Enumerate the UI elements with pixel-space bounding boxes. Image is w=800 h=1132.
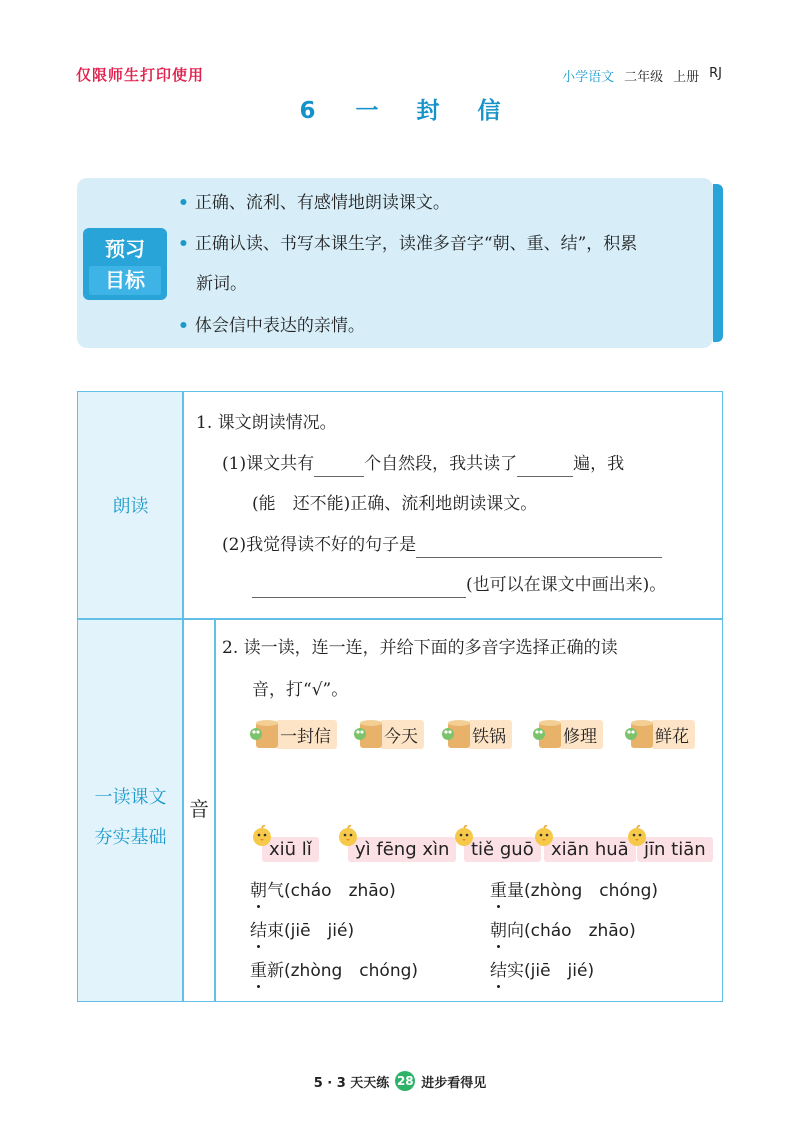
print-notice: 仅限师生打印使用	[76, 66, 205, 84]
chick-icon	[625, 824, 649, 848]
lesson-number: 6	[299, 98, 318, 124]
polyphone-item[interactable]: 重新(zhòng chóng)	[250, 961, 419, 981]
tree-stump-icon	[623, 718, 657, 750]
badge-line-1: 预习	[105, 237, 145, 261]
chick-icon	[532, 824, 556, 848]
table-divider	[214, 618, 216, 1002]
pinyin-card[interactable]: xiū lǐ	[250, 822, 319, 862]
bullet-icon: •	[178, 316, 189, 336]
book-info	[562, 66, 722, 85]
tree-stump-icon	[248, 718, 282, 750]
lesson-title-char-3: 信	[477, 98, 501, 124]
category-basics: 一读课文 夯实基础	[94, 787, 167, 848]
chick-icon	[452, 824, 476, 848]
tree-stump-icon	[352, 718, 386, 750]
table-divider	[182, 391, 184, 1002]
edition-label: RJ	[709, 66, 722, 81]
word-card[interactable]: 鲜花	[623, 718, 695, 750]
question-1-title: 1. 课文朗读情况。	[196, 413, 337, 433]
goal-item-1: • 正确、流利、有感情地朗读课文。	[178, 193, 450, 213]
word-card[interactable]: 修理	[531, 718, 603, 750]
lesson-title-char-2: 封	[416, 98, 440, 124]
question-1-part-2: (2)我觉得读不好的句子是	[222, 532, 662, 558]
word-card[interactable]: 铁锅	[440, 718, 512, 750]
chick-icon	[336, 824, 360, 848]
sub-category-sound: 音	[189, 797, 209, 821]
question-2-title: 2. 读一读，连一连，并给下面的多音字选择正确的读	[222, 638, 618, 658]
badge-line-2: 目标	[89, 266, 161, 295]
pinyin-card[interactable]: tiě guō	[452, 822, 541, 862]
chick-icon	[250, 824, 274, 848]
question-1-part-2-line-2: (也可以在课文中画出来)。	[252, 572, 666, 598]
table-divider	[77, 618, 723, 620]
footer-brand: 5 · 3 天天练	[313, 1075, 390, 1091]
question-2-title-line-2: 音，打“√”。	[252, 680, 349, 700]
page-number: 28	[395, 1071, 415, 1091]
word-card[interactable]: 今天	[352, 718, 424, 750]
footer-slogan: 进步看得见	[421, 1075, 487, 1091]
polyphone-item[interactable]: 重量(zhòng chóng)	[490, 881, 659, 901]
paragraph-count-blank[interactable]	[314, 456, 364, 477]
polyphone-item[interactable]: 朝向(cháo zhāo)	[490, 921, 636, 941]
goals-box-edge	[713, 184, 723, 342]
goal-item-3: • 体会信中表达的亲情。	[178, 316, 365, 336]
bullet-icon: •	[178, 234, 189, 254]
tree-stump-icon	[440, 718, 474, 750]
page-footer	[0, 1071, 800, 1091]
tree-stump-icon	[531, 718, 565, 750]
preview-goals-badge	[83, 228, 167, 300]
grade-label: 二年级	[624, 70, 664, 85]
subject-label: 小学语文	[562, 70, 615, 85]
lesson-title-char-1: 一	[355, 98, 379, 124]
polyphone-item[interactable]: 结实(jiē jié)	[490, 961, 595, 981]
volume-label: 上册	[673, 70, 700, 85]
read-times-blank[interactable]	[517, 456, 573, 477]
question-1-part-1: (1)课文共有 个自然段，我共读了 遍，我	[222, 451, 624, 477]
category-reading: 朗读	[112, 496, 149, 517]
question-1-part-1-line-2: (能 还不能)正确、流利地朗读课文。	[252, 494, 538, 514]
bullet-icon: •	[178, 193, 189, 213]
polyphone-item[interactable]: 结束(jiē jié)	[250, 921, 355, 941]
polyphone-item[interactable]: 朝气(cháo zhāo)	[250, 881, 396, 901]
difficult-sentence-blank-2[interactable]	[252, 577, 466, 598]
lesson-title	[0, 92, 800, 125]
difficult-sentence-blank[interactable]	[416, 537, 662, 558]
goal-item-2-cont: 新词。	[196, 274, 247, 294]
pinyin-card[interactable]: xiān huā	[532, 822, 636, 862]
word-card[interactable]: 一封信	[248, 718, 337, 750]
pinyin-card[interactable]: yì fēng xìn	[336, 822, 456, 862]
goal-item-2: • 正确认读、书写本课生字，读准多音字“朝、重、结”，积累	[178, 234, 638, 254]
exercise-table	[77, 391, 723, 1002]
pinyin-card[interactable]: jīn tiān	[625, 822, 713, 862]
